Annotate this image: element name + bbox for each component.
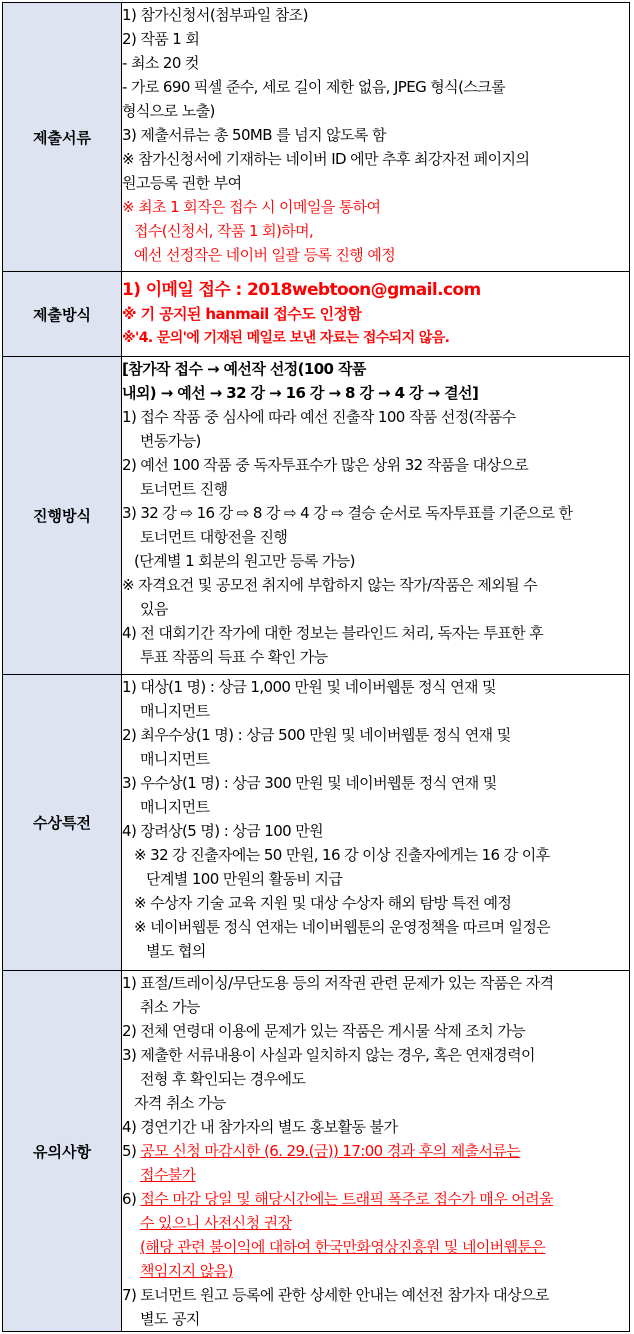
row-content: [122, 971, 630, 1332]
text-line: 토너먼트 대항전을 진행: [140, 528, 288, 546]
text-line: 1) 접수 작품 중 심사에 따라 예선 진출작 100 작품 선정(작품수: [122, 408, 516, 426]
text-line: 매니지먼트: [140, 702, 210, 720]
text-line: 전형 후 확인되는 경우에도: [140, 1070, 306, 1088]
text-line: 형식으로 노출): [122, 102, 215, 120]
text-line: ※ 수상자 기술 교육 지원 및 대상 수상자 해외 탐방 특전 예정: [134, 894, 512, 912]
row-submission-docs: [3, 3, 630, 272]
row-header: 제출서류: [3, 3, 122, 272]
text-line: 4) 장려상(5 명) : 상금 100 만원: [122, 822, 324, 840]
text-line-red: ※ 기 공지된 hanmail 접수도 인정함: [122, 305, 362, 323]
text-line: ※ 32 강 진출자에는 50 만원, 16 강 이상 진출자에게는 16 강 이후: [134, 846, 550, 864]
text-line-red: 예선 선정작은 네이버 일괄 등록 진행 예정: [134, 246, 396, 264]
text-line: 취소 가능: [140, 998, 200, 1016]
text-line: 자격 취소 가능: [134, 1094, 226, 1112]
row-notes: [3, 971, 630, 1332]
text-line: 3) 제출서류는 총 50MB 를 넘지 않도록 함: [122, 126, 386, 144]
item-number: 6): [122, 1190, 141, 1208]
text-line-red: 접수불가: [140, 1166, 196, 1184]
text-line: 매니지먼트: [140, 798, 210, 816]
text-line: - 최소 20 컷: [122, 54, 199, 72]
text-line: 2) 작품 1 회: [122, 30, 200, 48]
email-line: 1) 이메일 접수 : 2018webtoon@gmail.com: [122, 280, 481, 300]
text-line: 별도 공지: [140, 1310, 200, 1328]
row-content: [122, 675, 630, 971]
text-line: 2) 전체 연령대 이용에 문제가 있는 작품은 게시물 삭제 조치 가능: [122, 1022, 526, 1040]
info-table: [2, 2, 630, 1332]
text-line: 토너먼트 진행: [140, 480, 228, 498]
text-line: (단계별 1 회분의 원고만 등록 가능): [134, 552, 355, 570]
text-line: [122, 1139, 629, 1163]
text-line: 1) 대상(1 명) : 상금 1,000 만원 및 네이버웹툰 정식 연재 및: [122, 678, 496, 696]
text-line: 7) 토너먼트 원고 등록에 관한 상세한 안내는 예선전 참가자 대상으로: [122, 1286, 549, 1304]
text-line-red: (해당 관련 불이익에 대하여 한국만화영상진흥원 및 네이버웹툰은: [140, 1238, 546, 1256]
text-line: 4) 전 대회기간 작가에 대한 정보는 블라인드 처리, 독자는 투표한 후: [122, 624, 544, 642]
text-line: 4) 경연기간 내 참가자의 별도 홍보활동 불가: [122, 1118, 398, 1136]
text-line-red: ※'4. 문의'에 기재된 메일로 보낸 자료는 접수되지 않음.: [122, 330, 450, 346]
deadline-notice: 공모 신청 마감시한 (6. 29.(금)) 17:00 경과 후의 제출서류는: [140, 1142, 521, 1160]
text-line: 원고등록 권한 부여: [122, 174, 242, 192]
text-line: 3) 제출한 서류내용이 사실과 일치하지 않는 경우, 혹은 연재경력이: [122, 1046, 535, 1064]
text-line: 2) 예선 100 작품 중 독자투표수가 많은 상위 32 작품을 대상으로: [122, 456, 529, 474]
text-line: - 가로 690 픽셀 준수, 세로 길이 제한 없음, JPEG 형식(스크롤: [122, 78, 505, 96]
row-process: [3, 357, 630, 675]
text-line-red: 수 있으니 사전신청 권장: [140, 1214, 292, 1232]
row-header: 수상특전: [3, 675, 122, 971]
text-line: 1) 표절/트레이싱/무단도용 등의 저작권 관련 문제가 있는 작품은 자격: [122, 974, 554, 992]
text-line: 3) 32 강 ⇨ 16 강 ⇨ 8 강 ⇨ 4 강 ⇨ 결승 순서로 독자투표를 기준으로 한: [122, 504, 573, 522]
item-number: 5): [122, 1142, 141, 1160]
text-line: 단계별 100 만원의 활동비 지급: [146, 870, 343, 888]
text-line: 투표 작품의 득표 수 확인 가능: [140, 648, 328, 666]
text-line: 변동가능): [140, 432, 201, 450]
text-line: 2) 최우수상(1 명) : 상금 500 만원 및 네이버웹툰 정식 연재 및: [122, 726, 511, 744]
traffic-notice: 접수 마감 당일 및 해당시간에는 트래픽 폭주로 접수가 매우 어려울: [140, 1190, 553, 1208]
text-line-bold: [참가작 접수 → 예선작 선정(100 작품: [122, 360, 366, 378]
text-line: 매니지먼트: [140, 750, 210, 768]
text-line: ※ 자격요건 및 공모전 취지에 부합하지 않는 작가/작품은 제외될 수: [122, 576, 538, 594]
text-line-red: ※ 최초 1 회작은 접수 시 이메일을 통하여: [122, 198, 381, 216]
row-content: [122, 357, 630, 675]
row-header: 진행방식: [3, 357, 122, 675]
text-line: 1) 참가신청서(첨부파일 참조): [122, 6, 308, 24]
row-awards: [3, 675, 630, 971]
text-line: 있음: [140, 600, 168, 618]
text-line: 3) 우수상(1 명) : 상금 300 만원 및 네이버웹툰 정식 연재 및: [122, 774, 497, 792]
row-content: [122, 272, 630, 357]
row-header: 제출방식: [3, 272, 122, 357]
text-line: ※ 참가신청서에 기재하는 네이버 ID 에만 추후 최강자전 페이지의: [122, 150, 530, 168]
row-content: [122, 3, 630, 272]
text-line-red: 책임지지 않음): [140, 1262, 233, 1280]
row-submission-method: [3, 272, 630, 357]
text-line: ※ 네이버웹툰 정식 연재는 네이버웹툰의 운영정책을 따르며 일정은: [134, 918, 551, 936]
text-line: 별도 협의: [146, 942, 206, 960]
text-line-bold: 내외) → 예선 → 32 강 → 16 강 → 8 강 → 4 강 → 결선]: [122, 384, 479, 402]
row-header: 유의사항: [3, 971, 122, 1332]
text-line-red: 접수(신청서, 작품 1 회)하며,: [134, 222, 314, 240]
text-line: [122, 1187, 629, 1211]
